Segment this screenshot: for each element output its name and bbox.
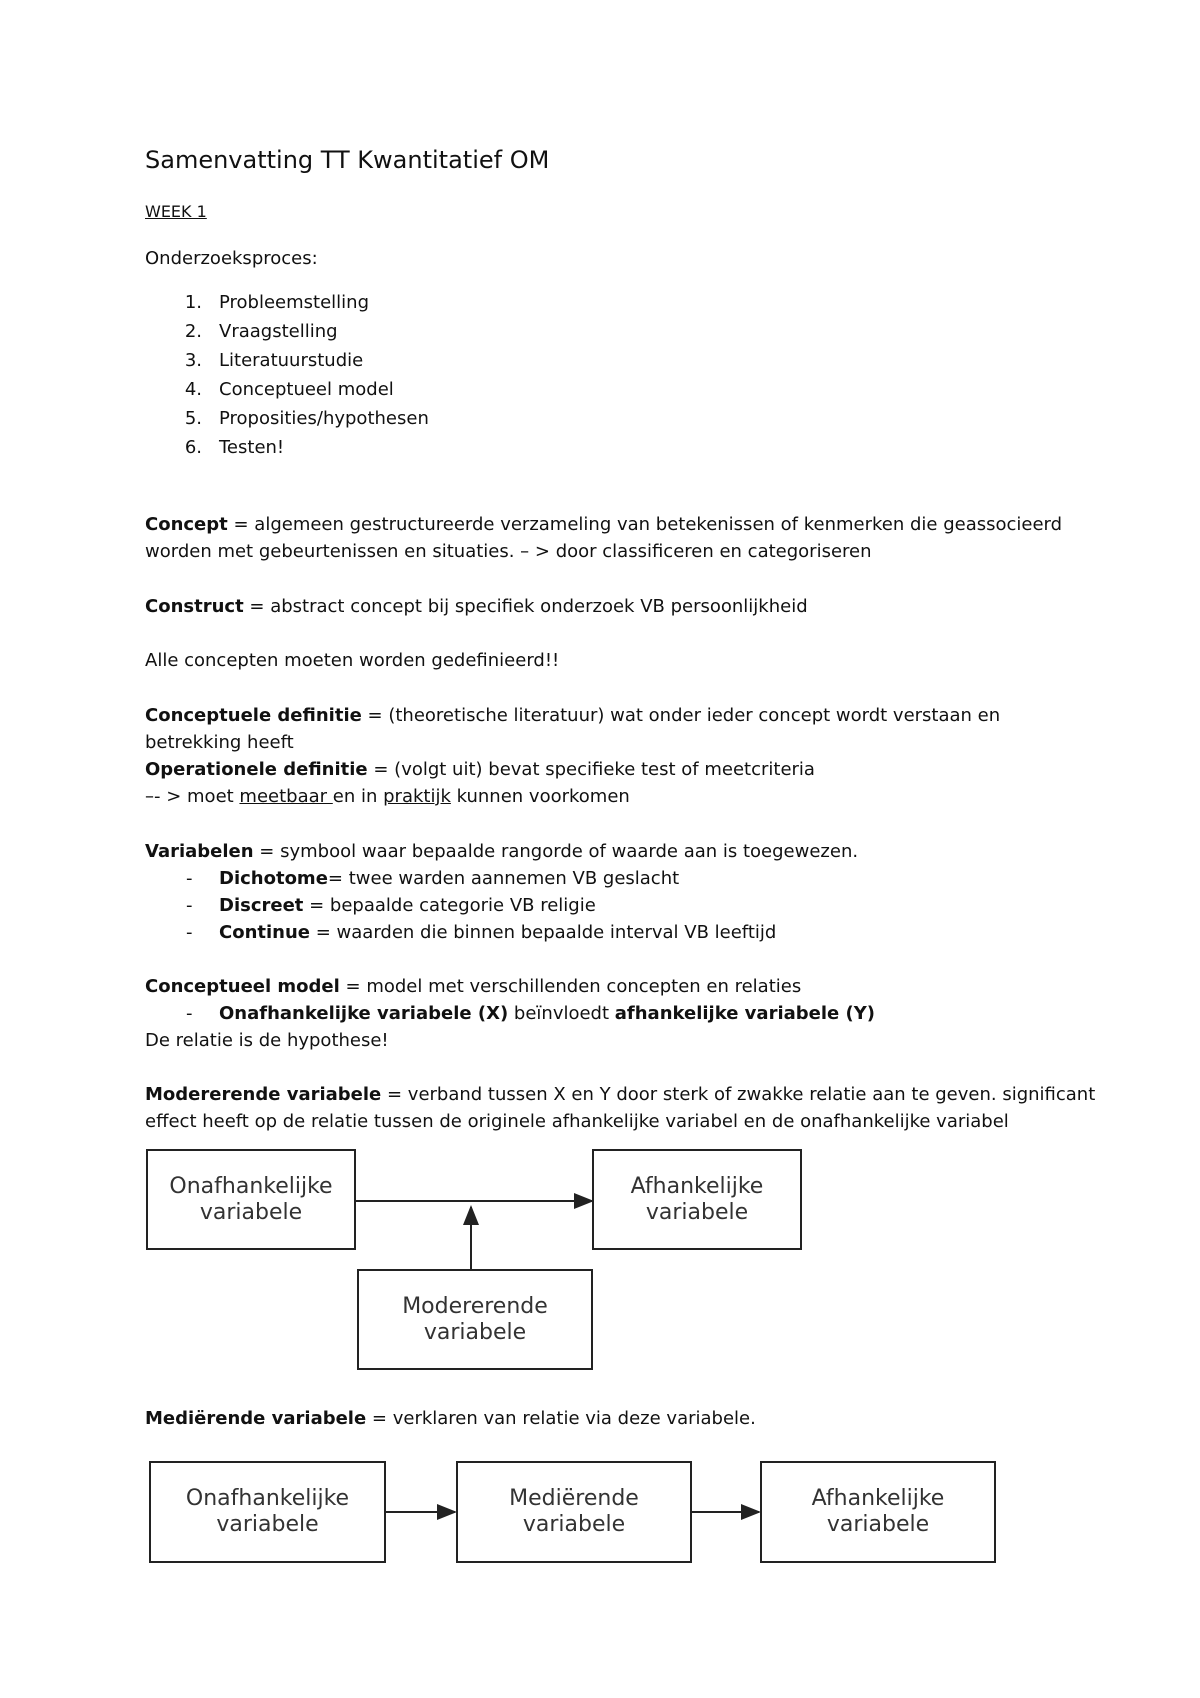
operational-definition-cont: –- > moet meetbaar en in praktijk kunnen voorkomen bbox=[145, 786, 630, 807]
term: Operationele definitie bbox=[145, 759, 368, 780]
list-item-number: 4. bbox=[184, 379, 202, 400]
mediating-definition: Mediërende variabele = verklaren van relatie via deze variabele. bbox=[145, 1408, 756, 1429]
term: Variabelen bbox=[145, 841, 254, 862]
box-mediating-variable: Mediërende variabele bbox=[456, 1461, 692, 1563]
list-item-number: 5. bbox=[184, 408, 202, 429]
term: Conceptuele definitie bbox=[145, 705, 362, 726]
list-item: Dichotome= twee warden aannemen VB geslacht bbox=[219, 868, 680, 889]
term: Concept bbox=[145, 514, 228, 535]
list-item: Vraagstelling bbox=[219, 321, 338, 342]
list-item: Conceptueel model bbox=[219, 379, 394, 400]
concept-definition-cont: worden met gebeurtenissen en situaties. – > door classificeren en categoriseren bbox=[145, 541, 872, 562]
list-item: Continue = waarden die binnen bepaalde interval VB leeftijd bbox=[219, 922, 777, 943]
document-title: Samenvatting TT Kwantitatief OM bbox=[145, 146, 550, 174]
hypothesis-note: De relatie is de hypothese! bbox=[145, 1030, 389, 1051]
conceptual-definition-cont: betrekking heeft bbox=[145, 732, 294, 753]
box-independent-variable: Onafhankelijke variabele bbox=[149, 1461, 386, 1563]
list-item-number: 6. bbox=[184, 437, 202, 458]
moderating-definition-cont: effect heeft op de relatie tussen de originele afhankelijke variabel en de onafhankelijke variabel bbox=[145, 1111, 1009, 1132]
box-moderating-variable: Modererende variabele bbox=[357, 1269, 593, 1370]
all-defined-note: Alle concepten moeten worden gedefinieerd!! bbox=[145, 650, 560, 671]
process-heading: Onderzoeksproces: bbox=[145, 248, 318, 269]
bullet-dash: - bbox=[186, 868, 193, 889]
bullet-dash: - bbox=[186, 922, 193, 943]
variables-definition: Variabelen = symbool waar bepaalde rangorde of waarde aan is toegewezen. bbox=[145, 841, 859, 862]
box-independent-variable: Onafhankelijke variabele bbox=[146, 1149, 356, 1250]
bullet-dash: - bbox=[186, 1003, 193, 1024]
term: Modererende variabele bbox=[145, 1084, 382, 1105]
list-item: Onafhankelijke variabele (X) beïnvloedt afhankelijke variabele (Y) bbox=[219, 1003, 875, 1024]
list-item: Discreet = bepaalde categorie VB religie bbox=[219, 895, 596, 916]
list-item: Literatuurstudie bbox=[219, 350, 364, 371]
concept-definition: Concept = algemeen gestructureerde verzameling van betekenissen of kenmerken die geassocieerd bbox=[145, 514, 1063, 535]
list-item-number: 1. bbox=[184, 292, 202, 313]
list-item: Proposities/hypothesen bbox=[219, 408, 429, 429]
list-item: Probleemstelling bbox=[219, 292, 370, 313]
bullet-dash: - bbox=[186, 895, 193, 916]
week-heading: WEEK 1 bbox=[145, 202, 207, 221]
list-item-number: 3. bbox=[184, 350, 202, 371]
term: Construct bbox=[145, 596, 244, 617]
box-dependent-variable: Afhankelijke variabele bbox=[592, 1149, 802, 1250]
model-definition: Conceptueel model = model met verschillenden concepten en relaties bbox=[145, 976, 802, 997]
list-item: Testen! bbox=[219, 437, 285, 458]
list-item-number: 2. bbox=[184, 321, 202, 342]
construct-definition: Construct = abstract concept bij specifiek onderzoek VB persoonlijkheid bbox=[145, 596, 808, 617]
term: Mediërende variabele bbox=[145, 1408, 367, 1429]
conceptual-definition: Conceptuele definitie = (theoretische literatuur) wat onder ieder concept wordt verstaan en bbox=[145, 705, 1001, 726]
operational-definition: Operationele definitie = (volgt uit) bevat specifieke test of meetcriteria bbox=[145, 759, 815, 780]
term: Conceptueel model bbox=[145, 976, 340, 997]
box-dependent-variable: Afhankelijke variabele bbox=[760, 1461, 996, 1563]
moderating-definition: Modererende variabele = verband tussen X en Y door sterk of zwakke relatie aan te geven. significant bbox=[145, 1084, 1096, 1105]
